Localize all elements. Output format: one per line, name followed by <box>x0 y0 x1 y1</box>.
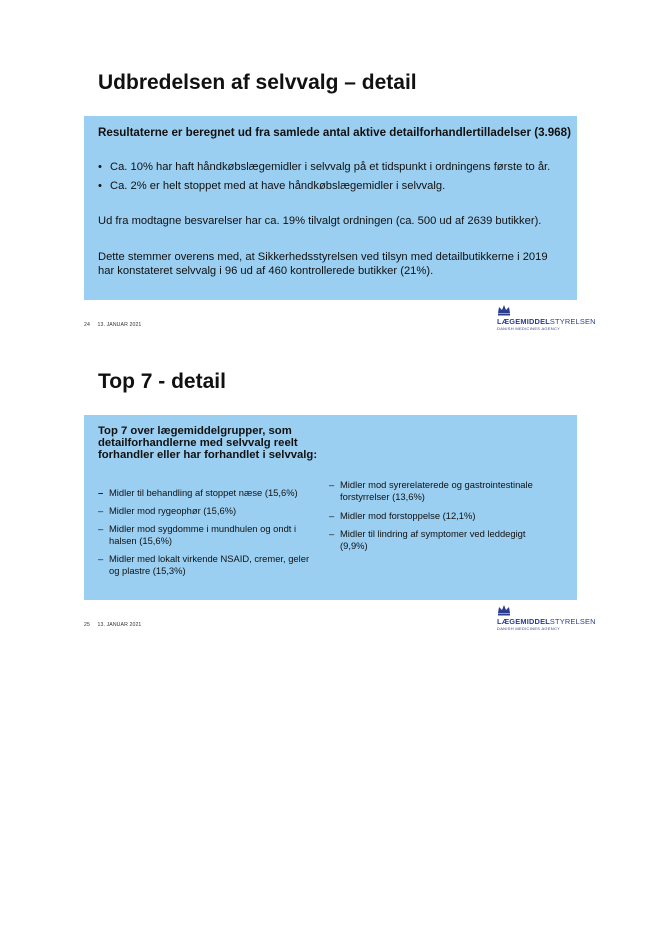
bullet-mark: • <box>98 161 102 173</box>
dash-mark: – <box>329 510 335 521</box>
lead-line: Top 7 over lægemiddelgrupper, som <box>98 425 292 437</box>
list-item-text: forstyrrelser (13,6%) <box>340 491 425 502</box>
dash-mark: – <box>98 487 104 498</box>
list-item <box>98 487 339 499</box>
logo-name: LÆGEMIDDELSTYRELSEN <box>497 617 596 626</box>
list-item-text: Midler mod forstoppelse (12,1%) <box>340 510 476 521</box>
dash-mark: – <box>98 553 104 564</box>
list-item-text: Midler mod sygdomme i mundhulen og ondt i <box>109 523 297 534</box>
bullet-text: Ca. 10% har haft håndkøbslægemidler i selvvalg på et tidspunkt i ordningens første to år. <box>110 161 551 173</box>
lead-text <box>98 425 317 461</box>
dash-mark: – <box>98 523 104 534</box>
list-item-text: halsen (15,6%) <box>109 535 173 546</box>
footer-date: 13. JANUAR 2021 <box>97 622 142 628</box>
list-item <box>98 523 339 547</box>
logo-subtitle: DANISH MEDICINES AGENCY <box>497 626 561 631</box>
list-item-text: Midler med lokalt virkende NSAID, cremer, geler <box>109 553 310 564</box>
list-item-text: Midler til behandling af stoppet næse (15,6%) <box>109 487 298 498</box>
lead-line: forhandler eller har forhandlet i selvvalg: <box>98 449 318 461</box>
list-item <box>329 510 580 522</box>
list-item-text: og plastre (15,3%) <box>109 565 186 576</box>
dash-mark: – <box>98 505 104 516</box>
slide-title: Top 7 - detail <box>98 370 226 393</box>
list-item-text: (9,9%) <box>340 540 368 551</box>
dash-mark: – <box>329 528 335 539</box>
list-item <box>98 505 339 517</box>
slide-title: Udbredelsen af selvvalg – detail <box>98 71 417 94</box>
paragraph: Ud fra modtagne besvarelser har ca. 19% tilvalgt ordningen (ca. 500 ud af 2639 butikker). <box>98 215 542 227</box>
paragraph-line: har konstateret selvvalg i 96 ud af 460 kontrollerede butikker (21%). <box>98 265 434 277</box>
lead-line: detailforhandlerne med selvvalg reelt <box>98 437 298 449</box>
dash-mark: – <box>329 479 335 490</box>
footer-date: 13. JANUAR 2021 <box>97 322 142 328</box>
page-number: 25 <box>84 622 90 628</box>
logo-name: LÆGEMIDDELSTYRELSEN <box>497 317 596 326</box>
list-item <box>329 528 580 552</box>
crown-icon <box>497 604 511 616</box>
list-item-text: Midler mod rygeophør (15,6%) <box>109 505 237 516</box>
content-panel <box>84 415 577 600</box>
logo-subtitle: DANISH MEDICINES AGENCY <box>497 326 561 331</box>
agency-logo <box>497 604 596 631</box>
list-item <box>329 479 580 503</box>
list-item <box>98 553 339 577</box>
bullet-mark: • <box>98 180 102 192</box>
list-item-text: Midler mod syrerelaterede og gastrointestinale <box>340 479 533 490</box>
page-number: 24 <box>84 322 90 328</box>
list-item-text: Midler til lindring af symptomer ved leddegigt <box>340 528 526 539</box>
paragraph-line: Dette stemmer overens med, at Sikkerhedsstyrelsen ved tilsyn med detailbutikkerne i 2019 <box>98 251 548 263</box>
footer <box>84 622 141 628</box>
lead-text: Resultaterne er beregnet ud fra samlede antal aktive detailforhandlertilladelser (3.968) <box>98 126 571 139</box>
bullet-text: Ca. 2% er helt stoppet med at have håndkøbslægemidler i selvvalg. <box>110 180 446 192</box>
